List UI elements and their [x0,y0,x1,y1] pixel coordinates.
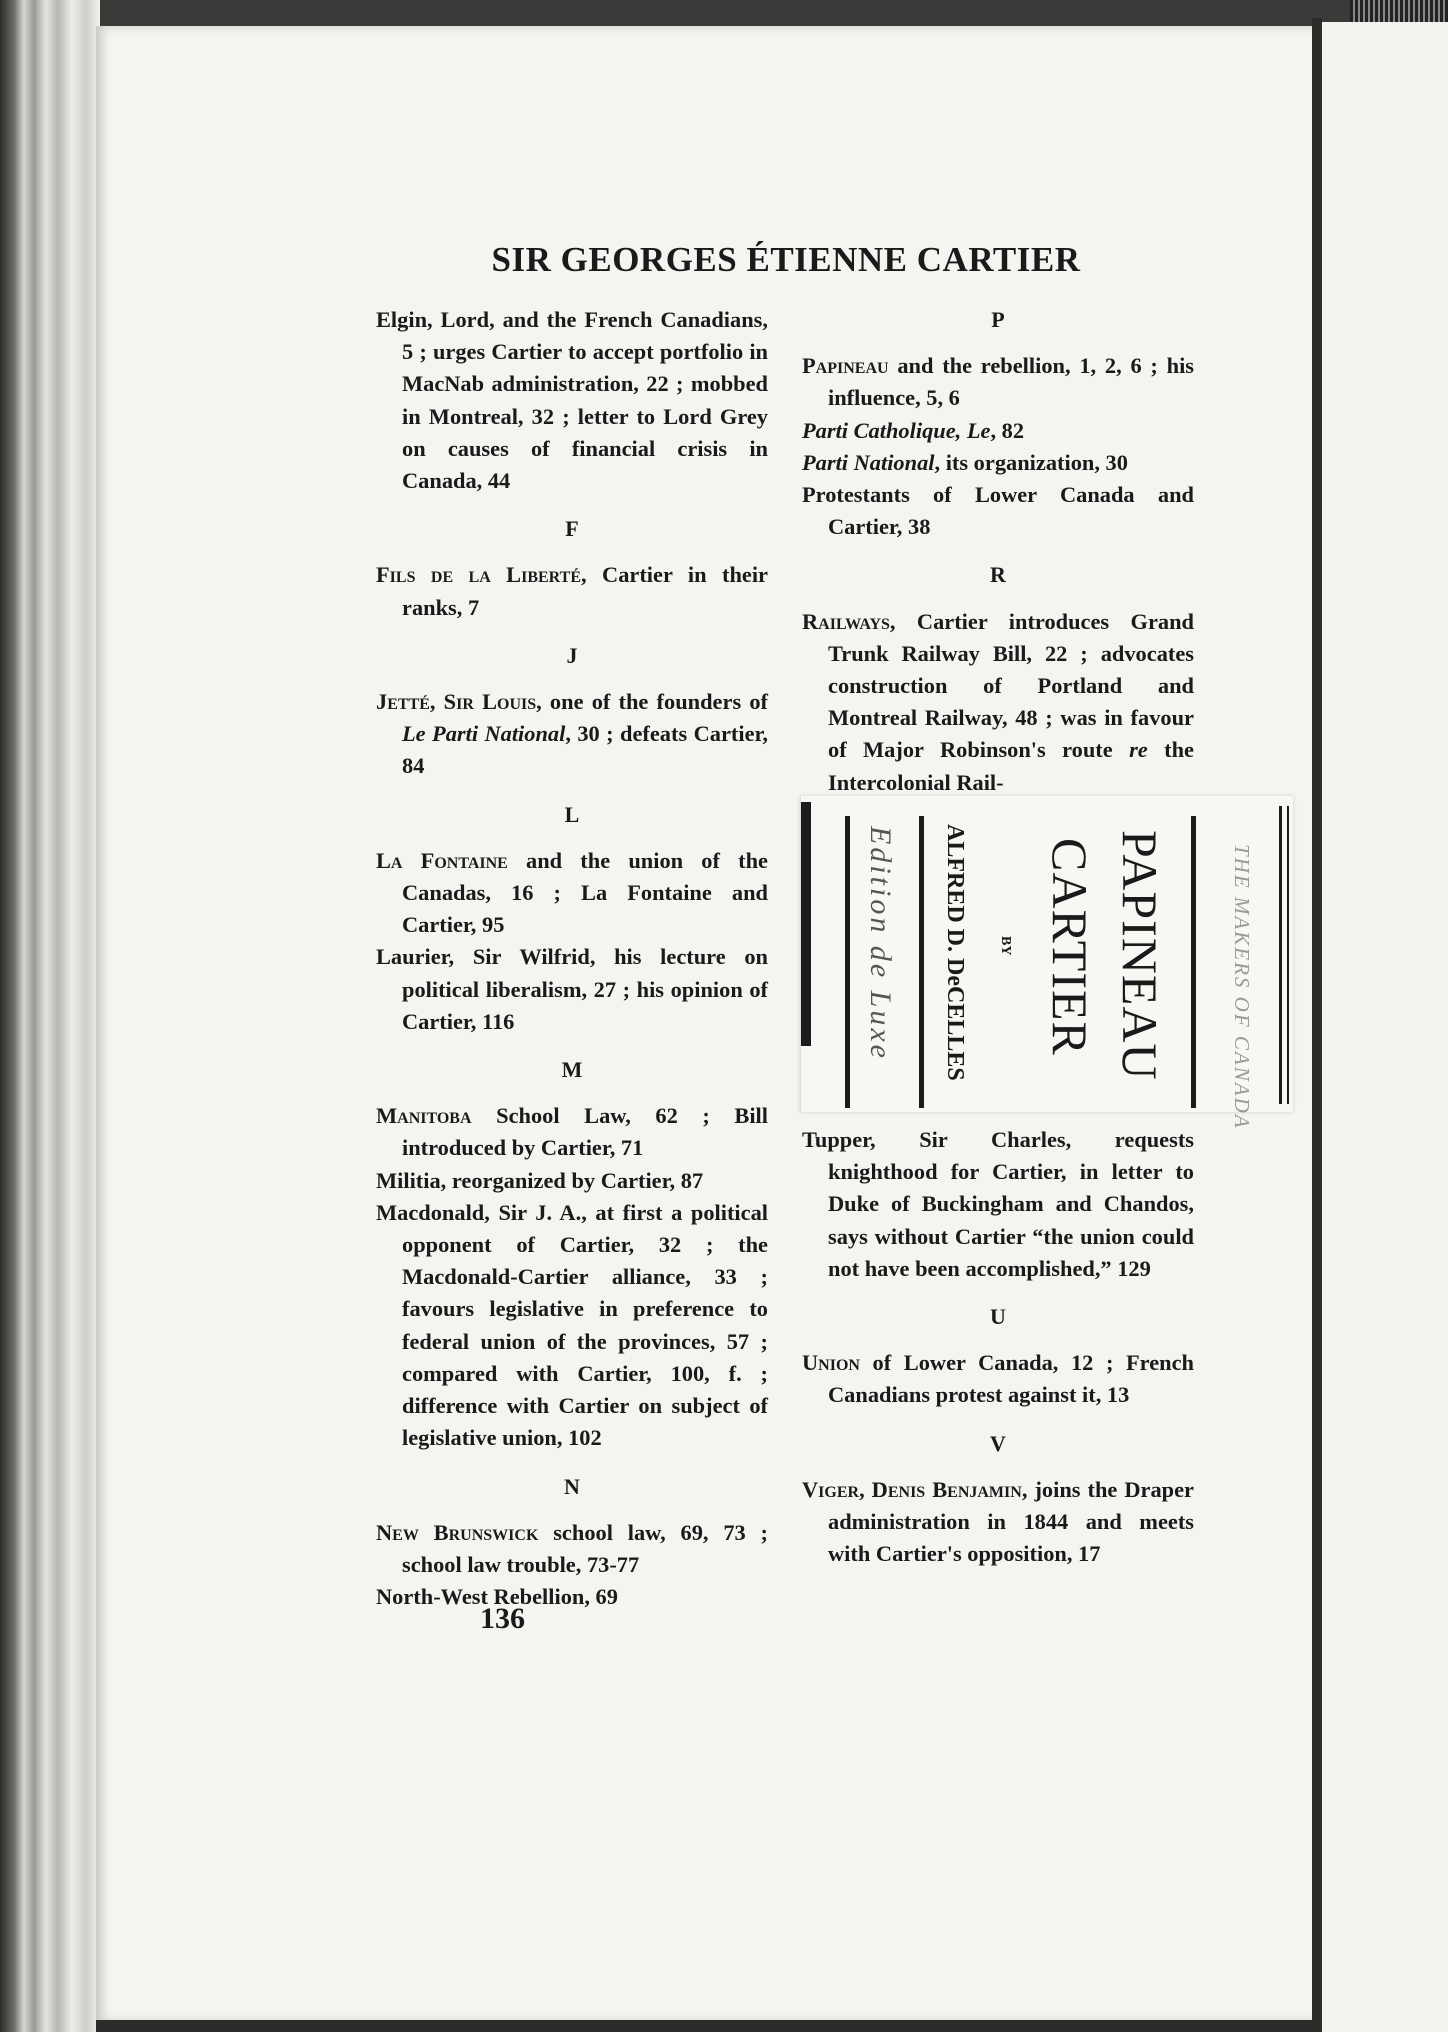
next-page-edge [1322,22,1448,2032]
index-entry-text: Protestants of Lower Canada and Cartier, 38 [802,482,1194,540]
index-entry [802,350,1194,414]
index-entry-head: Viger, Denis Benjamin [802,1476,1022,1502]
index-entry-italic: Parti National [802,449,935,475]
index-entry-text: North-West Rebellion, 69 [376,1584,618,1610]
label-rule [1191,816,1196,1108]
label-rule [845,816,850,1108]
index-entry-head: Fils de la Liberté [376,562,582,588]
index-entry [376,1197,768,1455]
index-entry-head: Manitoba [376,1103,472,1129]
index-letter-heading: J [566,642,578,668]
index-entry-text: Tupper, Sir Charles, requests knighthood for Cartier, in letter to Duke of Buckingham and Chandos, says without Cartier “the union could not have been accomplished,” 129 [802,1127,1194,1281]
index-entry-head: New Brunswick [376,1519,539,1545]
label-title-cartier: CARTIER [1042,838,1098,1056]
index-entry-head: Papineau [802,353,889,379]
index-entry [802,606,1194,799]
index-entry-text: Laurier, Sir Wilfrid, his lecture on political liberalism, 27 ; his opinion of Cartier, 116 [376,944,768,1034]
label-edition: Edition de Luxe [864,826,897,1061]
index-entry-text: , 30 ; defeats Cartier, 84 [402,721,768,779]
index-entry-italic: Parti Catholique, Le [802,417,991,443]
index-entry-text: the Intercolonial Rail- [828,737,1194,795]
index-entry-head: Jetté, Sir Louis [376,689,537,715]
running-head: SIR GEORGES ÉTIENNE CARTIER [491,240,1081,279]
index-entry-italic: Le Parti National [402,721,566,747]
index-entry-text: school law, 69, 73 ; school law trouble, 73-77 [402,1519,768,1577]
index-entry-text: , its organization, 30 [934,449,1128,475]
index-letter-heading: L [564,801,580,827]
index-entry [376,304,768,497]
index-column-right [802,304,1194,817]
index-entry [802,1474,1194,1571]
label-author: ALFRED D. DeCELLES [942,824,968,1081]
index-letter-heading: N [564,1473,580,1499]
index-entry-text: Macdonald, Sir J. A., at first a political opponent of Cartier, 32 ; the Macdonald-Cartier alliance, 33 ; favours legislative in preference to federal union of the provinces, 57 ; compared with Cartier, 100, f. ; difference with Cartier on subject of legislative union, 102 [376,1199,768,1451]
index-letter-heading: M [561,1057,583,1083]
book-left-edge [0,0,100,2032]
book-bottom-edge [96,2020,1322,2032]
index-letter-heading: V [990,1430,1006,1456]
index-entry [376,845,768,942]
label-rule [919,816,924,1108]
book-top-edge [1350,0,1448,22]
index-entry-text: Elgin, Lord, and the French Canadians, 5 ; urges Cartier to accept portfolio in MacNab administration, 22 ; mobbed in Montreal, 32 ; letter to Lord Grey on causes of financial crisis in Canada, 44 [376,307,768,494]
index-letter-heading: R [990,562,1006,588]
index-entry [802,447,1194,479]
index-entry [802,1124,1194,1285]
index-letter-heading: U [990,1304,1006,1330]
index-entry-text: , Cartier in their ranks, 7 [402,562,768,620]
index-column-right-lower [802,1124,1194,1570]
book-label-overlay [800,796,1293,1130]
index-entry-head: Railways [802,608,890,634]
index-entry [376,941,768,1038]
index-entry [376,1100,768,1164]
page-gutter [1312,18,1322,2032]
index-column-left [376,304,768,1613]
label-rule [1287,806,1289,1104]
index-letter-heading: P [991,307,1005,332]
index-entry-head: La Fontaine [376,847,508,873]
index-entry-text: , 82 [990,417,1025,443]
index-entry-italic: re [1129,737,1148,763]
index-entry [376,559,768,623]
index-entry [802,1347,1194,1411]
index-entry [376,1165,768,1197]
index-entry-text: , joins the Draper administration in 1844 and meets with Cartier's opposition, 17 [828,1476,1194,1567]
index-entry [802,415,1194,447]
index-entry [802,479,1194,543]
index-entry-head: Union [802,1350,860,1376]
label-border-bar [801,802,811,1046]
label-by: BY [998,936,1013,956]
index-entry [376,1517,768,1581]
label-title-papineau: PAPINEAU [1112,830,1168,1081]
label-rule [1279,806,1282,1104]
index-entry-text: Militia, reorganized by Cartier, 87 [376,1167,704,1193]
page-number: 136 [480,1602,525,1635]
index-entry [376,686,768,783]
index-entry-text: , Cartier introduces Grand Trunk Railway Bill, 22 ; advocates construction of Portland and Montreal Railway, 48 ; was in favour of Major Robinson's route [828,608,1194,763]
index-entry-text: , one of the founders of [536,689,768,715]
index-entry-text: and the rebellion, 1, 2, 6 ; his influence, 5, 6 [828,353,1194,411]
index-entry-text: and the union of the Canadas, 16 ; La Fontaine and Cartier, 95 [402,847,768,938]
index-entry [376,1581,768,1613]
index-entry-text: School Law, 62 ; Bill introduced by Cartier, 71 [402,1103,768,1161]
index-letter-heading: F [565,516,579,542]
index-entry-text: of Lower Canada, 12 ; French Canadians protest against it, 13 [828,1350,1194,1408]
label-series: THE MAKERS OF CANADA [1230,844,1254,1130]
